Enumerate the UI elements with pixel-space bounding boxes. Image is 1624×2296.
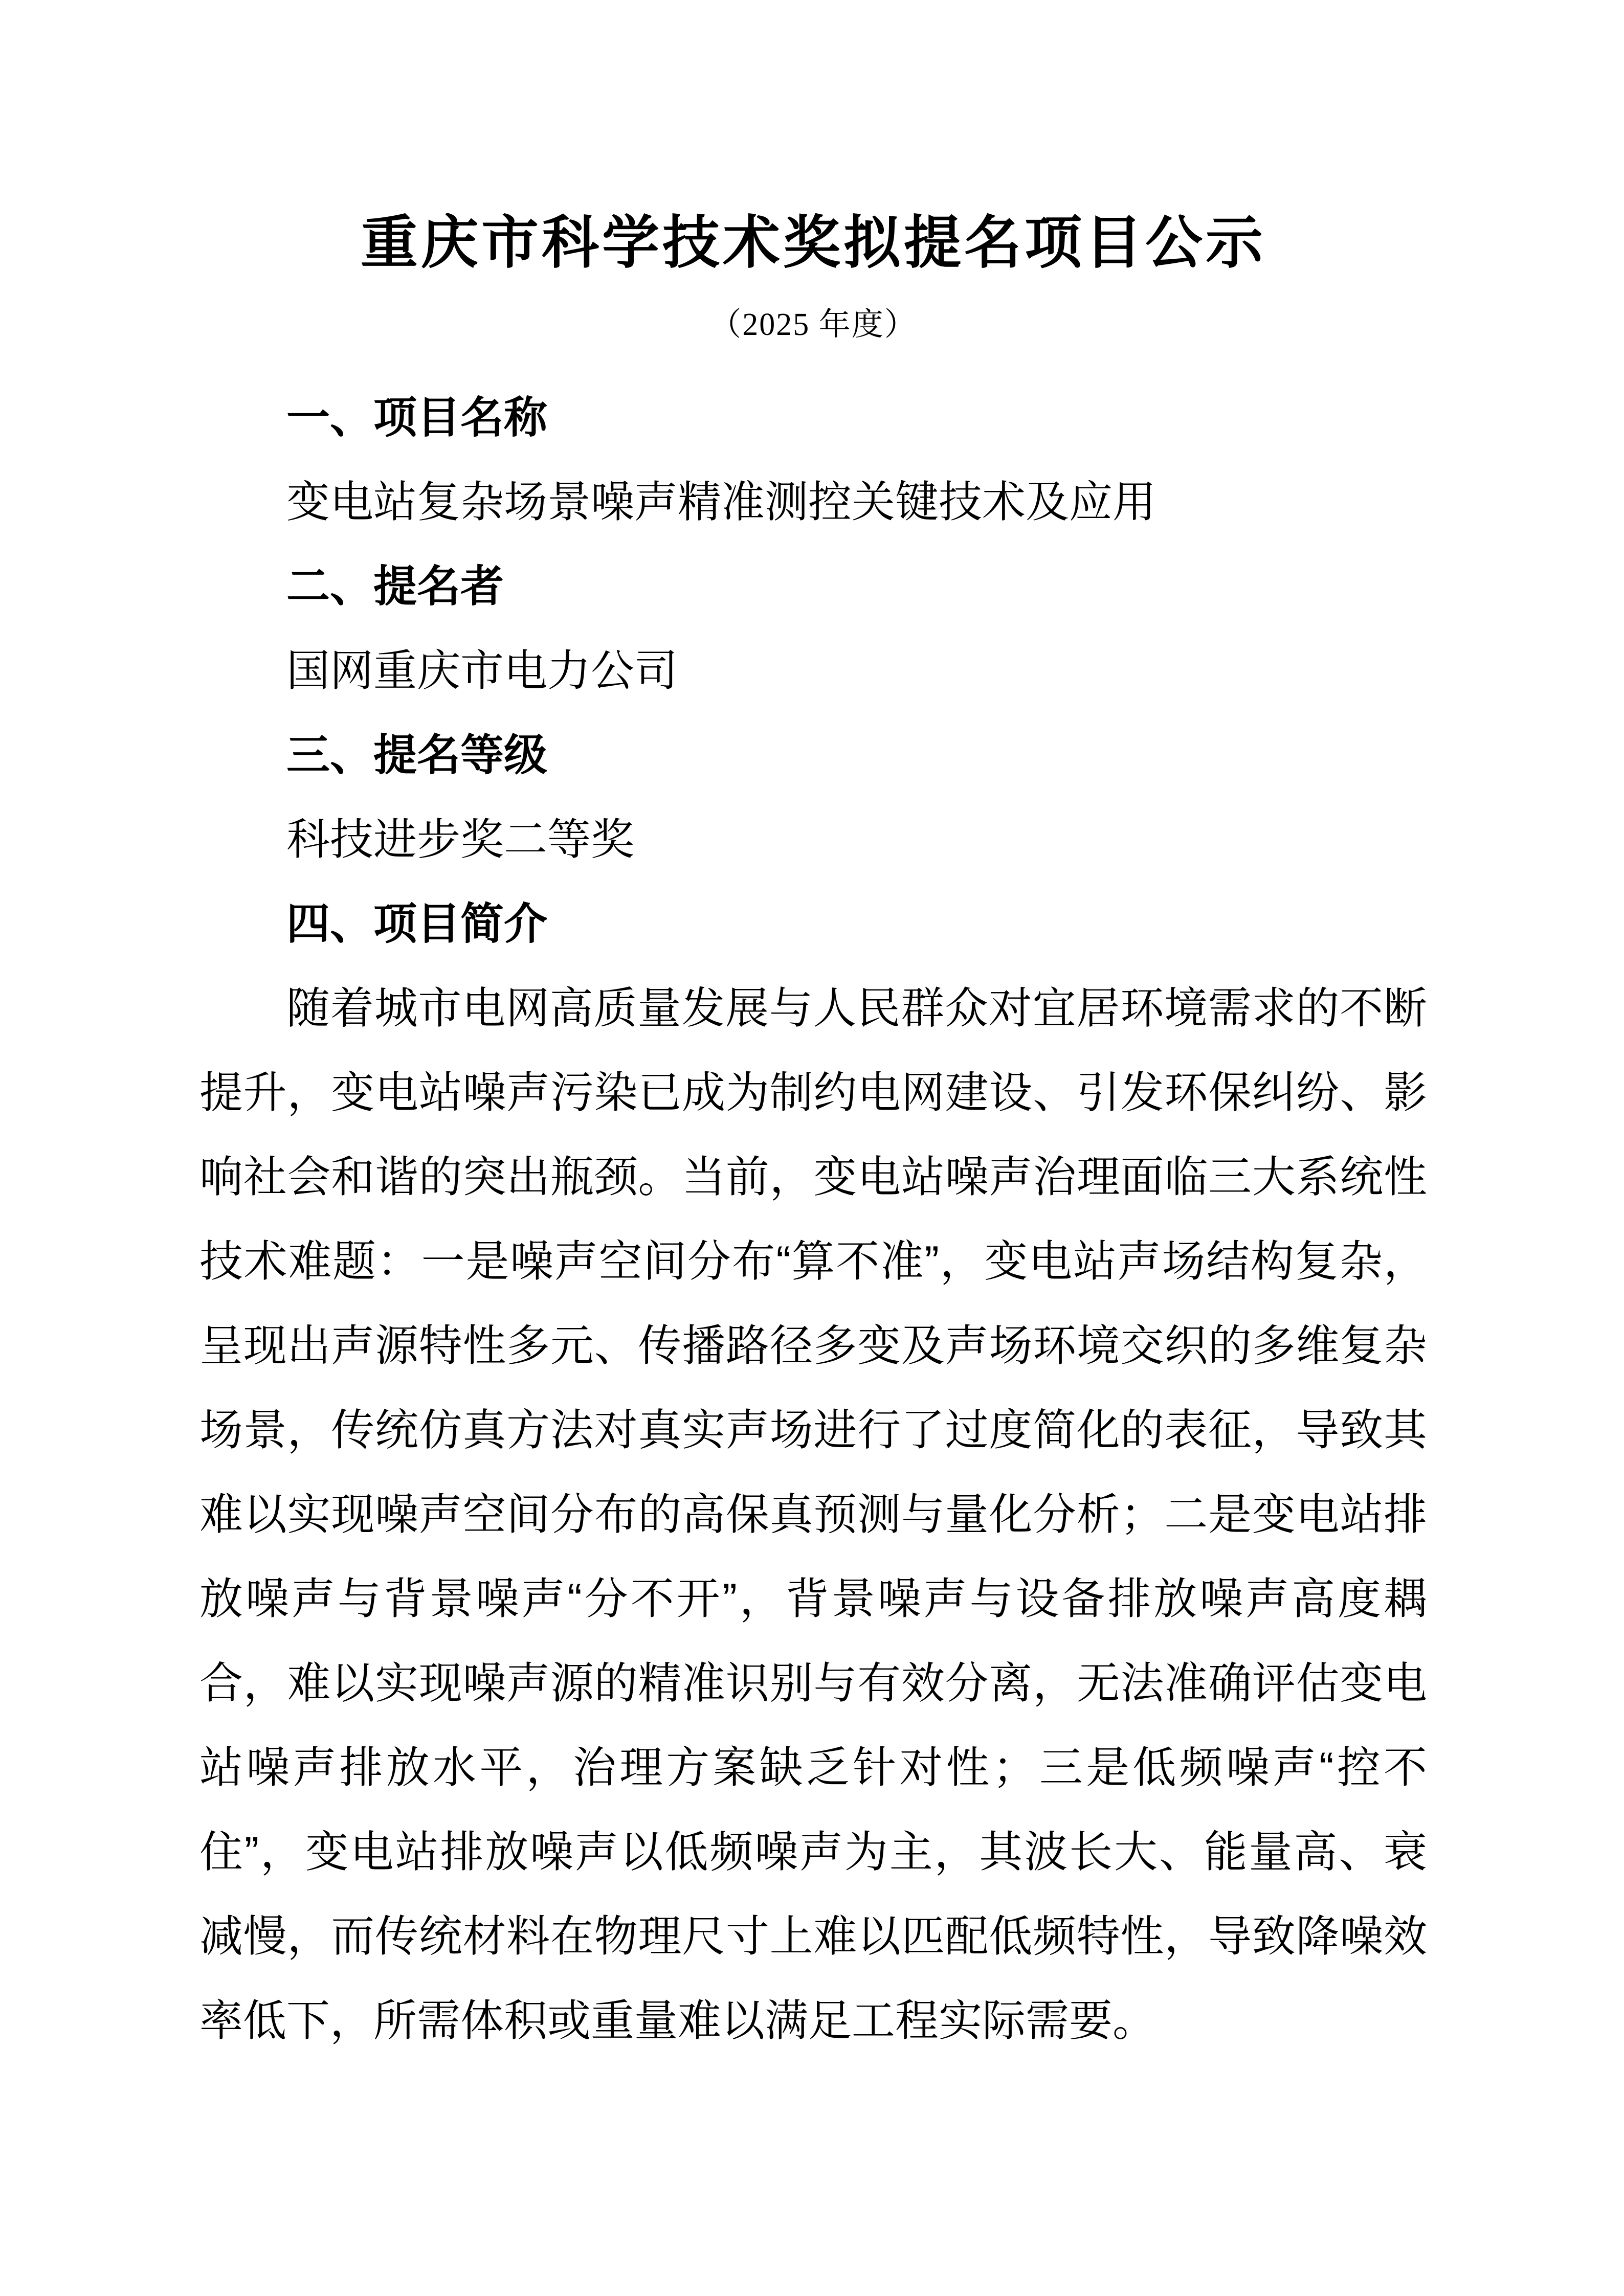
- section-content-award-grade: 科技进步奖二等奖: [286, 816, 635, 864]
- document-title: 重庆市科学技术奖拟提名项目公示: [361, 211, 1266, 275]
- section-content-project-name: 变电站复杂场景噪声精准测控关键技术及应用: [286, 478, 1156, 527]
- section-heading-project-name: 一、项目名称: [286, 394, 548, 442]
- section-content-nominator: 国网重庆市电力公司: [286, 647, 678, 695]
- section-content-project-intro: 随着城市电网高质量发展与人民群众对宜居环境需求的不断提升，变电站噪声污染已成为制约电网建设、引发环保纠纷、影响社会和谐的突出瓶颈。当前，变电站噪声治理面临三大系统性技术难题：一是噪声空间分布“算不准”，变电站声场结构复杂，呈现出声源特性多元、传播路径多变及声场环境交织的多维复杂场景，传统仿真方法对真实声场进行了过度简化的表征，导致其难以实现噪声空间分布的高保真预测与量化分析；二是变电站排放噪声与背景噪声“分不开”，背景噪声与设备排放噪声高度耦合，难以实现噪声源的精准识别与有效分离，无法准确评估变电站噪声排放水平，治理方案缺乏针对性；三是低频噪声“控不住”，变电站排放噪声以低频噪声为主，其波长大、能量高、衰减慢，而传统材料在物理尺寸上难以匹配低频特性，导致降噪效率低下，所需体积或重量难以满足工程实际需要。: [199, 984, 1427, 2045]
- document-body: [199, 376, 1427, 2063]
- section-heading-award-grade: 三、提名等级: [286, 731, 548, 780]
- section-heading-project-intro: 四、项目简介: [286, 900, 548, 949]
- section-heading-nominator: 二、提名者: [286, 562, 504, 611]
- document-subtitle: （2025 年度）: [709, 307, 917, 342]
